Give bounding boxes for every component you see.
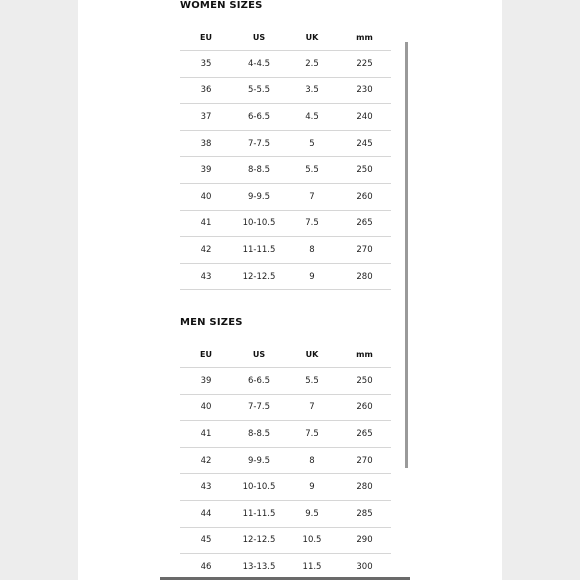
cell-uk: 10.5 — [302, 535, 322, 546]
cell-eu: 42 — [200, 455, 212, 466]
men-size-table — [180, 341, 391, 580]
cell-mm: 250 — [356, 375, 373, 386]
cell-uk: 9 — [309, 271, 315, 282]
cell-mm: 270 — [356, 244, 373, 255]
cell-uk: 8 — [309, 455, 315, 466]
table-row — [180, 184, 391, 211]
cell-eu: 42 — [200, 244, 212, 255]
cell-eu: 43 — [200, 482, 212, 493]
cell-eu: 44 — [200, 508, 212, 519]
cell-mm: 285 — [356, 508, 373, 519]
cell-mm: 225 — [356, 58, 373, 69]
cell-us: 8-8.5 — [248, 165, 270, 176]
cell-us: 10-10.5 — [242, 218, 276, 229]
cell-eu: 40 — [200, 402, 212, 413]
cell-mm: 265 — [356, 218, 373, 229]
cell-eu: 37 — [200, 111, 212, 122]
table-row — [180, 78, 391, 105]
cell-us: 9-9.5 — [248, 191, 270, 202]
cell-uk: 11.5 — [302, 561, 322, 572]
cell-uk: 5.5 — [305, 165, 319, 176]
cell-us: 8-8.5 — [248, 428, 270, 439]
cell-uk: 9 — [309, 482, 315, 493]
cell-us: 10-10.5 — [242, 482, 276, 493]
cell-uk: 4.5 — [305, 111, 319, 122]
cell-us: 11-11.5 — [242, 508, 276, 519]
cell-uk: 5 — [309, 138, 315, 149]
cell-eu: 38 — [200, 138, 212, 149]
column-header-us: US — [252, 349, 266, 359]
cell-us: 6-6.5 — [248, 111, 270, 122]
table-row — [180, 448, 391, 475]
vertical-scrollbar[interactable] — [405, 42, 409, 468]
cell-uk: 8 — [309, 244, 315, 255]
cell-eu: 39 — [200, 375, 212, 386]
cell-uk: 3.5 — [305, 85, 319, 96]
women-size-table — [180, 24, 391, 290]
cell-mm: 290 — [356, 535, 373, 546]
table-row — [180, 51, 391, 78]
column-header-eu: EU — [200, 32, 212, 42]
cell-us: 12-12.5 — [242, 535, 276, 546]
cell-mm: 300 — [356, 561, 373, 572]
cell-mm: 260 — [356, 402, 373, 413]
cell-us: 13-13.5 — [242, 561, 276, 572]
cell-uk: 7.5 — [305, 428, 319, 439]
cell-us: 9-9.5 — [248, 455, 270, 466]
cell-uk: 2.5 — [305, 58, 319, 69]
table-row — [180, 237, 391, 264]
cell-uk: 9.5 — [305, 508, 319, 519]
cell-mm: 280 — [356, 482, 373, 493]
table-row — [180, 157, 391, 184]
cell-us: 11-11.5 — [242, 244, 276, 255]
cell-mm: 230 — [356, 85, 373, 96]
cell-uk: 7 — [309, 402, 315, 413]
cell-eu: 41 — [200, 428, 212, 439]
table-header-row — [180, 24, 391, 51]
cell-mm: 270 — [356, 455, 373, 466]
men-sizes-title: MEN SIZES — [180, 317, 243, 328]
cell-us: 12-12.5 — [242, 271, 276, 282]
table-row — [180, 501, 391, 528]
cell-eu: 41 — [200, 218, 212, 229]
cell-uk: 5.5 — [305, 375, 319, 386]
table-row — [180, 474, 391, 501]
vertical-scrollbar-thumb[interactable] — [405, 42, 408, 468]
cell-uk: 7 — [309, 191, 315, 202]
cell-eu: 43 — [200, 271, 212, 282]
column-header-uk: UK — [305, 349, 319, 359]
table-row — [180, 528, 391, 555]
women-sizes-title: WOMEN SIZES — [180, 0, 263, 11]
column-header-us: US — [252, 32, 266, 42]
table-row — [180, 395, 391, 422]
size-chart-page — [78, 0, 502, 580]
table-header-row — [180, 341, 391, 368]
cell-mm: 240 — [356, 111, 373, 122]
cell-mm: 265 — [356, 428, 373, 439]
cell-us: 6-6.5 — [248, 375, 270, 386]
cell-eu: 36 — [200, 85, 212, 96]
cell-us: 7-7.5 — [248, 138, 270, 149]
column-header-uk: UK — [305, 32, 319, 42]
cell-mm: 260 — [356, 191, 373, 202]
column-header-eu: EU — [200, 349, 212, 359]
cell-us: 7-7.5 — [248, 402, 270, 413]
column-header-mm: mm — [356, 349, 373, 359]
cell-mm: 280 — [356, 271, 373, 282]
table-row — [180, 264, 391, 291]
table-row — [180, 104, 391, 131]
cell-us: 4-4.5 — [248, 58, 270, 69]
table-row — [180, 368, 391, 395]
cell-mm: 245 — [356, 138, 373, 149]
cell-eu: 45 — [200, 535, 212, 546]
column-header-mm: mm — [356, 32, 373, 42]
cell-mm: 250 — [356, 165, 373, 176]
cell-eu: 40 — [200, 191, 212, 202]
cell-us: 5-5.5 — [248, 85, 270, 96]
cell-eu: 39 — [200, 165, 212, 176]
table-row — [180, 131, 391, 158]
table-row — [180, 211, 391, 238]
cell-eu: 35 — [200, 58, 212, 69]
cell-uk: 7.5 — [305, 218, 319, 229]
cell-eu: 46 — [200, 561, 212, 572]
table-row — [180, 421, 391, 448]
